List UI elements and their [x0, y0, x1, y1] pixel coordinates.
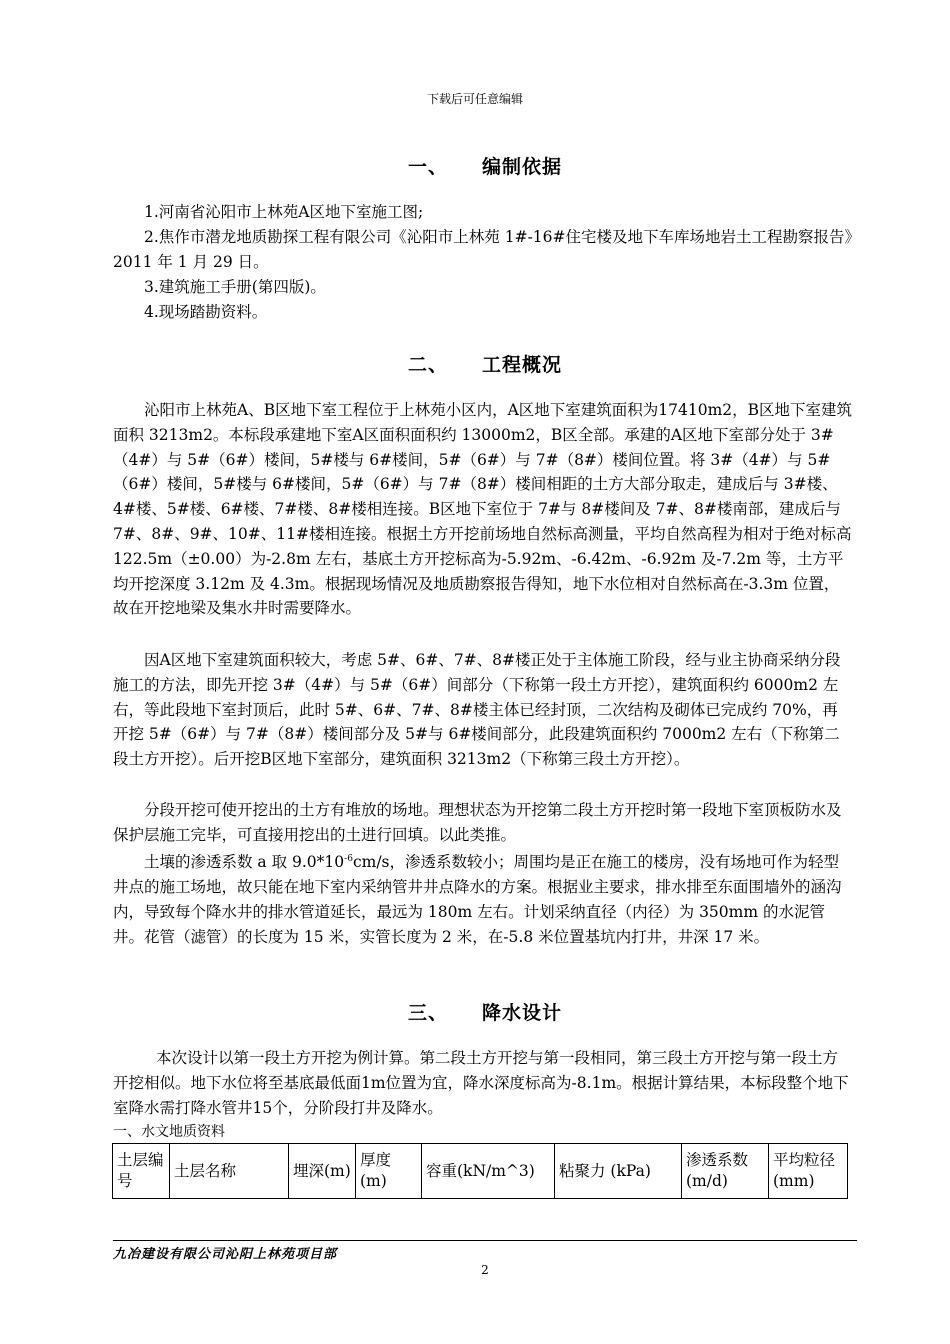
basis-item-1: 1.河南省沁阳市上林苑A区地下室施工图;: [144, 203, 424, 221]
section-title: 工程概况: [482, 354, 563, 376]
table-header-cell: 容重(kN/m^3): [422, 1144, 555, 1199]
sub-heading: 一、水文地质资料: [113, 1124, 225, 1140]
page-header: 下载后可任意编辑: [426, 92, 523, 106]
table-header-cell: 平均粒径(mm): [769, 1144, 848, 1199]
footer-divider: [113, 1240, 857, 1241]
table-header-cell: 土层编号: [113, 1144, 170, 1199]
section-heading-basis: [0, 152, 950, 179]
soil-text-after: cm/s，渗透系数较小；周围均是正在施工的楼房，没有场地可作为轻型井点的施工场地，故只能在地下室内采纳管井井点降水的方案。根据业主要求，排水排至东面围墙外的涵沟内，导致每个降水井的排水管道延长，最远为 180m 左右。计划采纳直径（内径）为 350mm 的水泥管井。花管（滤管）的长度为 15 米，实管长度为 2 米，在-5.8 米位置基坑内打井，井深 17 米。: [113, 853, 842, 946]
hydro-geology-table: [112, 1143, 848, 1199]
table-header-cell: 粘聚力 (kPa): [555, 1144, 682, 1199]
basis-item-4: 4.现场踏勘资料。: [144, 303, 268, 321]
basis-item-2: 2.焦作市潜龙地质勘探工程有限公司《沁阳市上林苑 1#-16#住宅楼及地下车库场地岩土工程勘察报告》2011 年 1 月 29 日。: [113, 228, 853, 271]
soil-text-exponent: -6: [344, 854, 353, 864]
section-title: 降水设计: [482, 1002, 563, 1024]
overview-paragraph-3: 分段开挖可使开挖出的土方有堆放的场地。理想状态为开挖第二段土方开挖时第一段地下室顶板防水及保护层施工完毕，可直接用挖出的土进行回填。以此类推。: [113, 801, 842, 844]
section-number: 一、: [407, 156, 448, 178]
page-number: 2: [481, 1263, 489, 1277]
table-header-cell: 厚度(m): [356, 1144, 422, 1199]
basis-item-3: 3.建筑施工手册(第四版)。: [144, 278, 326, 296]
overview-paragraph-4: [113, 847, 853, 949]
table-header-cell: 埋深(m): [289, 1144, 356, 1199]
overview-paragraph-1: 沁阳市上林苑A、B区地下室工程位于上林苑小区内，A区地下室建筑面积为17410m2，B区地下室建筑面积 3213m2。本标段承建地下室A区面积面积约 13000m2，B区全部。承建的A区地下室部分处于 3#（4#）与 5#（6#）楼间，5#楼与 6#楼间，5#（6#）与 7#（8#）楼间位置。将 3#（4#）与 5#（6#）楼间，5#楼与 6#楼间，5#（6#）与 7#（8#）楼间相距的土方大部分取走，建成后与 3#楼、4#楼、5#楼、6#楼、7#楼、8#楼相连接。B区地下室位于 7#与 8#楼间及 7#、8#楼南部，建成后与 7#、8#、9#、10#、11#楼相连接。根据土方开挖前场地自然标高测量，平均自然高程为相对于绝对标高 122.5m（±0.00）为-2.8m 左右，基底土方开挖标高为-5.92m、-6.42m、-6.92m 及-7.2m 等，土方平均开挖深度 3.12m 及 4.3m。根据现场情况及地质勘察报告得知，地下水位相对自然标高在-3.3m 位置，故在开挖地梁及集水井时需要降水。: [113, 401, 853, 618]
section-title: 编制依据: [482, 156, 563, 178]
section-number: 三、: [407, 1002, 448, 1024]
table-header-cell: 土层名称: [170, 1144, 289, 1199]
table-header-cell: 渗透系数(m/d): [682, 1144, 769, 1199]
soil-text-before: 土壤的渗透系数 a 取 9.0*10: [144, 853, 345, 872]
design-paragraph: 本次设计以第一段土方开挖为例计算。第二段土方开挖与第一段相同，第三段土方开挖与第一段土方开挖相似。地下水位将至基底最低面1m位置为宜，降水深度标高为-8.1m。根据计算结果，本标段整个地下室降水需打降水管井15个，分阶段打井及降水。: [113, 1049, 849, 1117]
section-heading-design: [0, 998, 950, 1025]
table-row: [113, 1144, 848, 1199]
overview-paragraph-2: 因A区地下室建筑面积较大，考虑 5#、6#、7#、8#楼正处于主体施工阶段，经与业主协商采纳分段施工的方法，即先开挖 3#（4#）与 5#（6#）间部分（下称第一段土方开挖），建筑面积约 6000m2 左右，等此段地下室封顶后，此时 5#、6#、7#、8#楼主体已经封顶，二次结构及砌体已完成约 70%，再开挖 5#（6#）与 7#（8#）楼间部分及 5#与 6#楼间部分，此段建筑面积约 7000m2 左右（下称第二段土方开挖）。后开挖B区地下室部分，建筑面积 3213m2（下称第三段土方开挖）。: [113, 651, 841, 769]
section-number: 二、: [407, 354, 448, 376]
section-heading-overview: [0, 350, 950, 377]
footer-company: 九冶建设有限公司沁阳上林苑项目部: [113, 1247, 338, 1262]
